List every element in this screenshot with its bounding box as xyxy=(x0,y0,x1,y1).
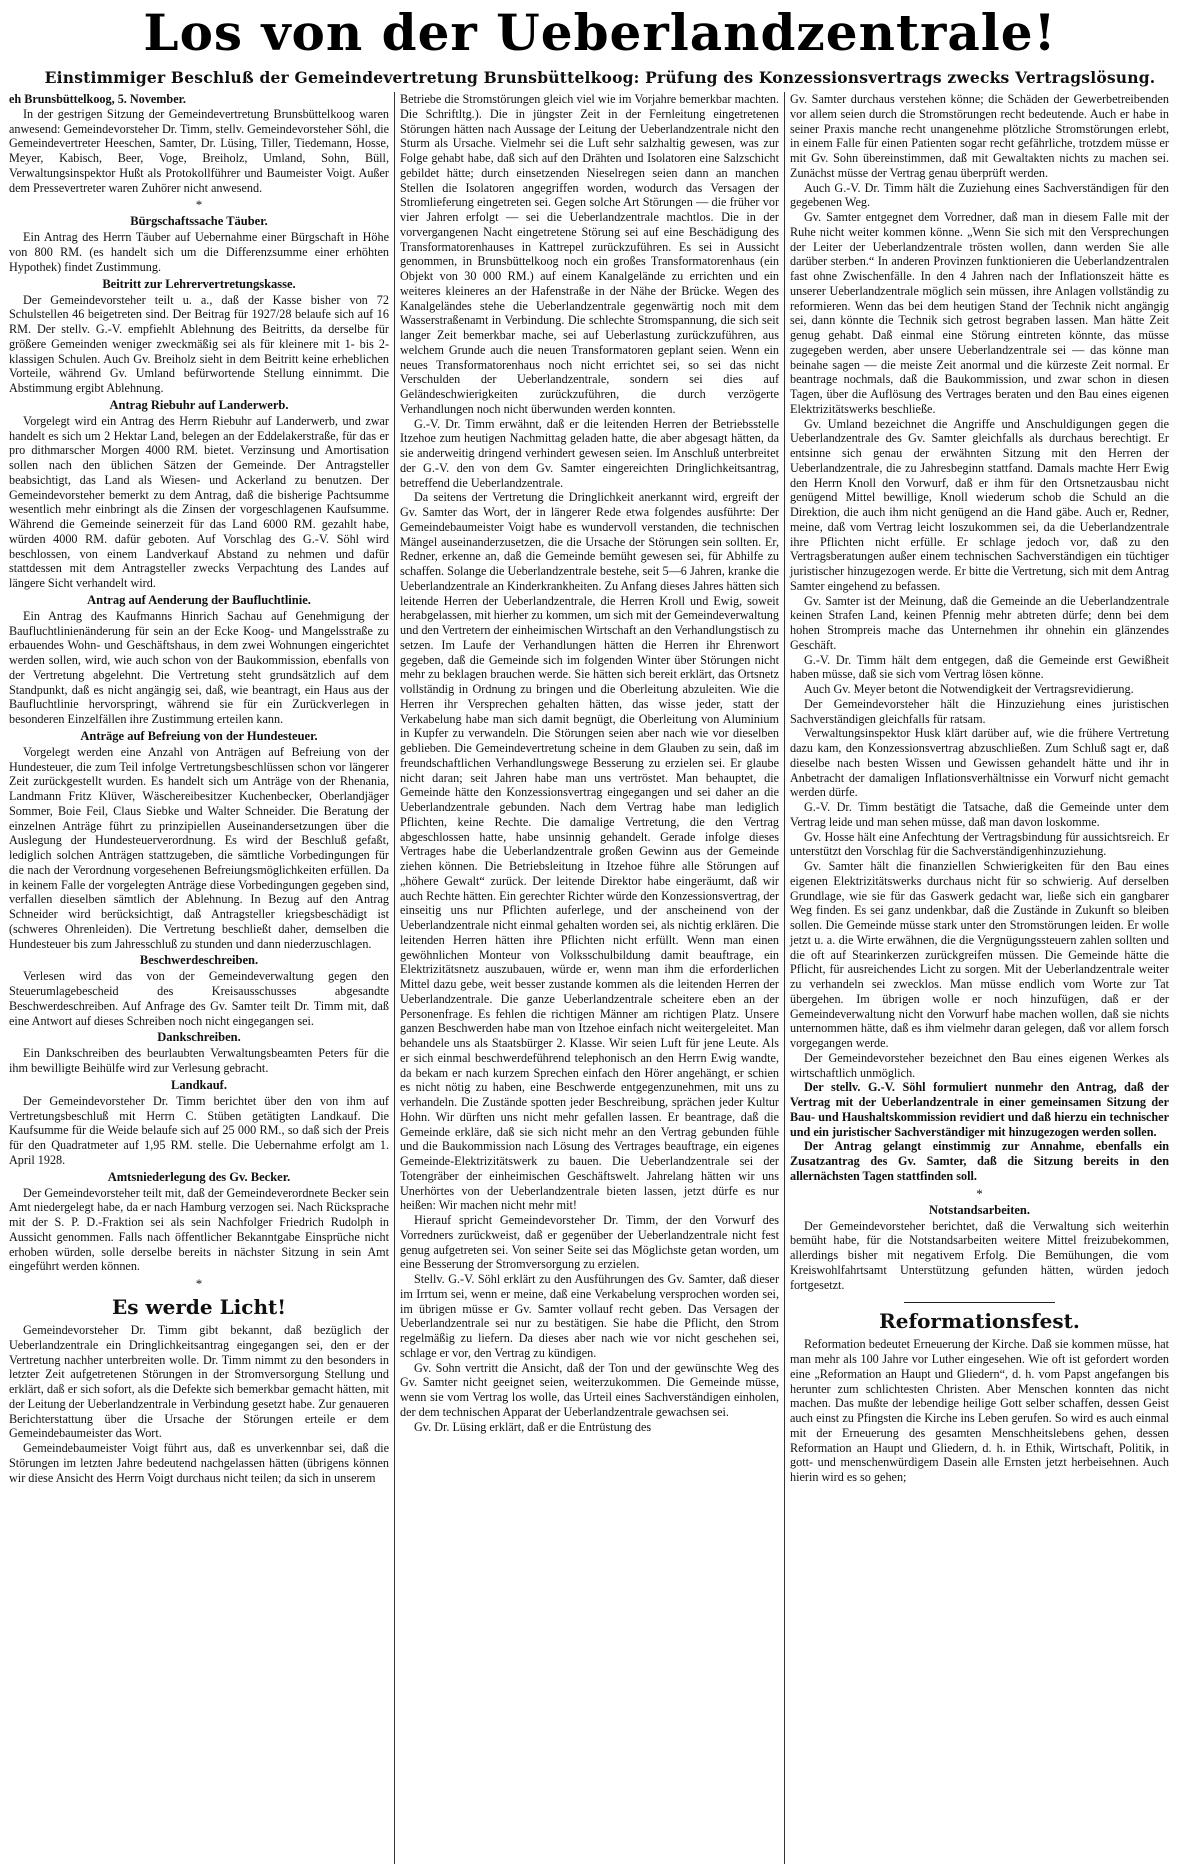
paragraph: Betriebe die Stromstörungen gleich viel wie im Vorjahre bemerkbar machten. Die Schriftltg.). Die in jüngster Zeit in der Fernleitung eingetretenen Störungen hätten nach Aussage der Leitung der Ueberlandzentrale nicht den Sturm als Ursache. Vielmehr sei die Luft sehr salzhaltig gewesen, was zur Folge gehabt habe, daß sich auf den Drähten und Isolatoren eine Salzschicht gebildet hätte; durch einsetzenden Nieselregen seien dann an manchen Stellen die Isolatoren angegriffen worden, wodurch das Versagen der Stromlieferung eingetreten sei. Gegen solche Art Störungen — die früher vor vier Jahren erfolgt — sei die Ueberlandzentrale machtlos. Die in der vorvergangenen Nacht eingetretene Störung sei auf eine Beschädigung des Transformatorenhauses in Kattrepel zurückzuführen. Es sei in Aussicht genommen, in Brunsbüttelkoog noch ein großes Transformatorenhaus (ein Objekt von 30 000 RM.) auf einem Kanalgelände zu errichten und ein weiteres kleineres an der Hafenstraße in der Nähe der Brücke. Wegen des Kanalgeländes stehe die Ueberlandzentrale gegenwärtig noch mit dem Wasserstraßenamt in Verbindung. Die schlechte Stromspannung, die sich seit langer Zeit bemerkbar mache, sei auf Ueberlastung zurückzuführen, aus welchem Grunde auch die neuen Transformatoren geplant seien. Wenn ein neues Transformatorenhaus noch nicht errichtet sei, so sei das nicht Verschulden der Ueberlandzentrale, sondern sei dies auf Geländeschwierigkeiten zurückzuführen, die durch verzögerte Verhandlungen noch nicht überwunden werden konnten. xyxy=(400,92,779,416)
paragraph: Gv. Samter durchaus verstehen könne; die Schäden der Gewerbetreibenden vor allem seien durch die Stromstörungen recht bedeutende. Auch er habe in seiner Praxis manche recht unangenehme plötzliche Stromstörungen erlebt, in einem Falle für einen Patienten sogar recht gefährliche, trotzdem müsse er mit Gv. Sohn übereinstimmen, daß mit Gewaltakten nichts zu machen sei. Zunächst müsse der Vertrag genau überprüft werden. xyxy=(790,92,1169,180)
section-heading: Antrag auf Aenderung der Baufluchtlinie. xyxy=(87,592,311,607)
paragraph: Vorgelegt werden eine Anzahl von Anträgen auf Befreiung von der Hundesteuer, die zum Teil infolge Vertretungsbeschlüssen schon vor längerer Zeit zurückgestellt wurden. Es handelt sich um Anträge von der Rhenania, Landmann Fritz Klüver, Wäschereibesitzer Kuchenbecker, Oberlandjäger Sommer, Boie Feil, Claus Siebke und Walter Schneider. Die Beratung der einzelnen Anträge führt zu prinzipiellen Auseinandersetzungen über die Auslegung der Hundesteuerverordnung. Es wird der Beschluß gefaßt, lediglich solchen Anträgen stattzugeben, die sämtliche Vorbedingungen für die nach der Verordnung vorgesehenen Befreiungsmöglichkeiten erfüllen. Da in keinem Falle der vorgelegten Anträge diese Vorbedingungen gegeben sind, verfallen dieselben sämtlich der Ablehnung. In Bezug auf den Antrag Schneider wird berücksichtigt, daß Antragsteller kriegsbeschädigt ist (schweres Ohrenleiden). Die Vertretung beschließt daher, demselben die Hundesteuer bis zum Jahresschluß zu stunden und dann niederzuschlagen. xyxy=(9,744,389,951)
column-2 xyxy=(394,92,784,1864)
paragraph: Der Gemeindevorsteher berichtet, daß die Verwaltung sich weiterhin bemüht habe, für die Notstandsarbeiten weitere Mittel freizubekommen, allerdings bisher mit negativem Erfolg. Die Bemühungen, die vom Kreiswohlfahrtsamt Unterstützung gefunden hätten, würden jedoch fortgesetzt. xyxy=(790,1218,1169,1292)
paragraph: Gv. Dr. Lüsing erklärt, daß er die Entrüstung des xyxy=(414,1419,652,1434)
section-heading: Bürgschaftssache Täuber. xyxy=(130,214,268,229)
headline: Los von der Ueberlandzentrale! xyxy=(143,3,1057,62)
section-separator: * xyxy=(195,1276,203,1291)
section-heading: Beitritt zur Lehrervertretungskasse. xyxy=(102,276,296,291)
paragraph: G.-V. Dr. Timm erwähnt, daß er die leitenden Herren der Betriebsstelle Itzehoe zum heutigen Nachmittag geladen hatte, die aber abgesagt hätten, da sie anderweitig dringend verhindert gewesen seien. Im Anschluß unterbreitet der G.-V. den von dem Gv. Samter eingereichten Dringlichkeitsantrag, betreffend die Ueberlandzentrale. xyxy=(400,416,779,490)
paragraph: In der gestrigen Sitzung der Gemeindevertretung Brunsbüttelkoog waren anwesend: Gemeindevorsteher Dr. Timm, stellv. Gemeindevorsteher Söhl, die Gemeindevertreter Heeschen, Samter, Dr. Lüsing, Tiller, Tiedemann, Hosse, Meyer, Kabisch, Beer, Voge, Breiholz, Umland, Sohn, Büll, Verwaltungsinspektor Hußt als Protokollführer und Baumeister Voigt. Außer dem Pressevertreter waren Zuhörer nicht anwesend. xyxy=(9,106,389,195)
column-3 xyxy=(784,92,1174,1864)
section-heading: Beschwerdeschreiben. xyxy=(139,953,259,968)
section-heading: Antrag Riebuhr auf Landerwerb. xyxy=(109,397,289,412)
paragraph: Gv. Samter hält die finanziellen Schwierigkeiten für den Bau eines eigenen Elektrizitätswerks durchaus nicht für so schwierig. Auf derselben Grundlage, wie sie für das Gaswerk gedacht war, ließe sich ein gangbarer Weg finden. Es sei ganz undenkbar, daß die Zustände in Zukunft so bleiben sollen. Die Gemeinde müsse stark unter den Stromstörungen leiden. Er wolle jetzt u. a. die Wirte erwähnen, die die Vergnügungssteuern zahlen sollten und die oft auf Stearinkerzen zurückgreifen müssen. Die Gemeinde hätte die Pflicht, für ausreichendes Licht zu sorgen. Mit der Ueberlandzentrale weiter zu verhandeln sei zwecklos. Man müsse endlich vom Worte zur Tat übergehen. Im übrigen wolle er noch hinzufügen, daß er der Gemeindeverwaltung nicht den Vorwurf habe machen wollen, daß sie nichts unternommen hätte, daß es ihm vielmehr daran gelegen, daß vor allem forsch vorgegangen werde. xyxy=(790,859,1169,1050)
section-separator: * xyxy=(195,197,203,213)
paragraph: Gemeindevorsteher Dr. Timm gibt bekannt, daß bezüglich der Ueberlandzentrale ein Dringlichkeitsantrag eingegangen sei, den er der Vertretung nachher unterbreiten wolle. Dr. Timm nimmt zu den besonders in letzter Zeit aufgetretenen Störungen in der Stromversorgung Stellung und erklärt, daß er sich sofort, als die Defekte sich bemerkbar gemacht hätten, mit der Leitung der Ueberlandzentrale in Verbindung gesetzt habe. Zur genaueren Berichterstattung über die Ursache der Störungen erteile er dem Gemeindebaumeister das Wort. xyxy=(9,1323,389,1441)
article-columns xyxy=(4,92,1196,1864)
paragraph: Gv. Samter ist der Meinung, daß die Gemeinde an die Ueberlandzentrale keinen Strafen Land, keinen Pfennig mehr abtreten dürfe; denn bei dem hohen Strompreis mache das Unternehmen ihr ohnehin ein glänzendes Geschäft. xyxy=(790,593,1169,652)
section-heading: Anträge auf Befreiung von der Hundesteuer. xyxy=(80,728,318,743)
section-heading: Amtsniederlegung des Gv. Becker. xyxy=(107,1169,291,1184)
paragraph: Da seitens der Vertretung die Dringlichkeit anerkannt wird, ergreift der Gv. Samter das Wort, der in längerer Rede etwa folgendes ausführte: Der Gemeindebaumeister Voigt habe es wundervoll verstanden, die technischen Mängel auseinanderzusetzen, die die Ursache der Störungen sein sollten. Er, Redner, erkenne an, daß die Gemeinde bemüht gewesen sei, für Abhilfe zu schaffen. Solange die Ueberlandzentrale bestehe, seit 5—6 Jahren, kranke die Ueberlandzentrale an Kinderkrankheiten. Zu Anfang dieses Jahres hätten sich leitende Herren der Ueberlandzentrale, die Herren Kroll und Ewig, soweit herabgelassen, mit hierher zu kommen, um sich mit der Gemeindeverwaltung und den Vertretern der einheimischen Wirtschaft an den Verhandlungstisch zu setzen. Im Laufe der Verhandlungen hätten die Herren ihr Ehrenwort gegeben, daß die Gemeinde sich im folgenden Winter über Störungen nicht mehr zu beklagen brauchen werde. Sie hätten sich bereit erklärt, das Ortsnetz vollständig in Ordnung zu bringen und die Oberleitung abzuleiten. Wie die Herren ihr Versprechen gehalten hätten, das wisse jeder, statt der Verkabelung habe man sich damit begnügt, die Oberleitung von Aluminium in Kupfer zu verwandeln. Die Störungen seien aber nach wie vor dieselben geblieben. Die Gemeindevertretung scheine in dem Glauben zu sein, daß im freundschaftlichen Verhandlungswege Besserung zu erzielen sei. Er glaube nicht daran; seit Jahren habe man uns vertröstet. Man behauptet, die Gemeinde hätte den Konzessionsvertrag eingegangen und sei daher an die Ueberlandzentrale gebunden. Nach dem Vertrag habe man lediglich Pflichten, keine Rechte. Die damalige Vertretung, die den Vertrag abgeschlossen hatte, habe unsinnig gehandelt. Gerade infolge dieses Vertrages habe die Ueberlandzentrale großen Gewinn aus der Gemeinde ziehen können. Die Betriebsleitung in Itzehoe führe alle Störungen auf „höhere Gewalt“ zurück. Der leitende Direktor habe eingeräumt, daß wir auch Rechte hätten. Ein gerechter Richter würde den Konzessionsvertrag, der einseitig uns nur Pflichten auferlege, und der anscheinend von der Ueberlandzentrale nicht einmal gehalten worden sei, als nichtig erklären. Die leitenden Herren hätten ihre Pflichten nicht erfüllt. Wenn man einen gewöhnlichen Monteur von Volksschulbildung damit beauftrage, ein Elektrizitätsnetz auszubauen, würde er, wenn man ihm die erforderlichen Mittel dazu gebe, weit besser zustande kommen als die leitenden Herren der Ueberlandzentrale. Die ganze Ueberlandzentrale scheitere eben an der Personenfrage. Es fehlen die richtigen Männer am richtigen Platz. Unsere ganzen Beschwerden habe man von Itzehoe einfach nicht weitergeleitet. Man behandele uns als Staatsbürger 2. Klasse. Wir seien Luft für jene Leute. Als er sich einmal beschwerdeführend telephonisch an den Herrn Ewig wandte, da bekam er nach kurzem Sprechen einfach den Hörer angehängt, er schien es nicht nötig zu haben, eine Beschwerde entgegenzunehmen, mit uns zu verhandeln. Die Zustände spotten jeder Beschreibung, sprächen jeder Kultur Hohn. Wir dürften uns nicht mehr gefallen lassen. Er beantrage, daß die Gemeinde erkläre, daß sie sich nicht mehr an den Vertrag gebunden fühle und die Baukommission nach Lösung des Vertrages beauftrage, ein eigenes Gemeinde-Elektrizitätswerk zu bauen. Die Ueberlandzentrale sei der Totengräber der einheimischen Geschäftswelt. Jahrelang hätten wir uns Unerhörtes von der Ueberlandzentrale bieten lassen, jetzt dürfe es nur heißen: Wir machen nicht mehr mit! xyxy=(400,490,779,1213)
paragraph: Ein Antrag des Kaufmanns Hinrich Sachau auf Genehmigung der Baufluchtlinienänderung für sein an der Ecke Koog- und Mangelsstraße zu erbauendes Wohn- und Geschäftshaus, in dem zwei Wohnungen eingerichtet werden sollen, wird, wie auch schon von der Baukommission, ebenfalls von der Vertretung abgelehnt. Die Vertretung steht grundsätzlich auf dem Standpunkt, daß es nicht angängig sei, daß, wie beantragt, ein Haus aus der Baufluchtlinie hervorspringt, während sie für ein Zurückverlegen in besonderen Einzelfällen ihre Zustimmung erteilen kann. xyxy=(9,608,389,726)
paragraph: Verlesen wird das von der Gemeindeverwaltung gegen den Steuerumlagebescheid des Kreisausschusses abgesandte Beschwerdeschreiben. Auf Anfrage des Gv. Samter teilt Dr. Timm mit, daß eine Antwort auf dieses Schreiben noch nicht eingegangen sei. xyxy=(9,969,389,1028)
paragraph: Auch G.-V. Dr. Timm hält die Zuziehung eines Sachverständigen für den gegebenen Weg. xyxy=(790,180,1169,210)
paragraph: Vorgelegt wird ein Antrag des Herrn Riebuhr auf Landerwerb, und zwar handelt es sich um 2 Hektar Land, belegen an der Eddelakerstraße, für das er pro dithmarscher Morgen 4000 RM. bietet. Verzinsung und Amortisation sollen nach den üblichen Sätzen der Gemeinde. Der Antragsteller beabsichtigt, das Land als Wiesen- und Ackerland zu benutzen. Der Gemeindevorsteher bemerkt zu dem Antrag, daß die bisherige Pachtsumme wesentlich mehr einbringt als die Zinsen der vorgeschlagenen Kaufsumme. Während die Gemeinde seinerzeit für das Land 6000 RM. gezahlt habe, würden 4000 RM. dafür geboten. Auf Vorschlag des G.-V. Söhl wird beschlossen, von einem Landverkauf Abstand zu nehmen und dafür stattdessen mit dem Antragsteller zwecks Verpachtung des Landes auf längere Sicht verhandelt wird. xyxy=(9,413,389,590)
paragraph: Reformation bedeutet Erneuerung der Kirche. Daß sie kommen müsse, hat man mehr als 100 Jahre vor Luther eingesehen. Wie oft ist gefordert worden eine „Reformation an Haupt und Gliedern“, d. h. vom Papst angefangen bis herunter zum schlichtesten Christen. Aber Menschen konnten das nicht machen. Das mußte der lebendige heilige Gott selber schaffen, dessen Geist auch einst zu Pfingsten die Kirche ins Leben gerufen. So wird es auch einmal mit der Erneuerung des gesamten Menschheitslebens gehen, dessen Reformation an Haupt und Gliedern, d. h. in Ethik, Wirtschaft, Politik, in gott- und menschenwürdigem Dasein alle Ernsten jetzt herbeisehnen. Auch hierin wird es so gehen; xyxy=(790,1337,1169,1484)
article-heading: Es werde Licht! xyxy=(111,1295,286,1319)
resolution-paragraph: Der Antrag gelangt einstimmig zur Annahme, ebenfalls ein Zusatzantrag des Gv. Samter, daß die Sitzung bereits in den allernächsten Tagen stattfinden soll. xyxy=(790,1139,1169,1183)
paragraph: Der Gemeindevorsteher teilt mit, daß der Gemeindeverordnete Becker sein Amt niedergelegt habe, da er nach Hamburg verzogen sei. Nach Rücksprache mit der S. P. D.-Fraktion sei als sein Nachfolger Friedrich Rudolph in Aussicht genommen. Falls nach öffentlicher Bekanntgabe Einsprüche nicht erhoben würden, solle derselbe bereits in nächster Sitzung in sein Amt eingeführt werden können. xyxy=(9,1185,389,1274)
paragraph: G.-V. Dr. Timm hält dem entgegen, daß die Gemeinde erst Gewißheit haben müsse, daß sie sich vom Vertrag lösen könne. xyxy=(790,652,1169,682)
section-heading: Notstandsarbeiten. xyxy=(928,1202,1031,1217)
article-heading: Reformationsfest. xyxy=(879,1309,1080,1334)
column-1 xyxy=(4,92,394,1864)
paragraph: G.-V. Dr. Timm bestätigt die Tatsache, daß die Gemeinde unter dem Vertrag leide und man sehen müsse, daß man davon loskomme. xyxy=(790,800,1169,829)
paragraph: Ein Dankschreiben des beurlaubten Verwaltungsbeamten Peters für die ihm bewilligte Beihülfe wird zur Verlesung gebracht. xyxy=(9,1046,389,1075)
section-heading: Landkauf. xyxy=(171,1077,227,1092)
paragraph: Auch Gv. Meyer betont die Notwendigkeit der Vertragsrevidierung. xyxy=(804,682,1134,696)
paragraph: Der Gemeindevorsteher teilt u. a., daß der Kasse bisher von 72 Schulstellen 46 beigetreten sind. Der Beitrag für 1927/28 belaufe sich auf 16 RM. Der stellv. G.-V. empfiehlt Ablehnung des Beitritts, da derselbe für größere Gemeinden weniger zweckmäßig sei als für kleinere mit 1- bis 2-klassigen Schulen. Auch Gv. Breiholz sieht in dem Beitritt keine erheblichen Vorteile, während Gv. Umland befürwortende Stellung einnimmt. Die Abstimmung ergibt Ablehnung. xyxy=(9,292,389,395)
paragraph: Der Gemeindevorsteher bezeichnet den Bau eines eigenen Werkes als wirtschaftlich unmöglich. xyxy=(790,1050,1169,1080)
resolution-paragraph: Der stellv. G.-V. Söhl formuliert nunmehr den Antrag, daß der Vertrag mit der Ueberlandzentrale in einer gemeinsamen Sitzung der Bau- und Haushaltskommission revidiert und daß hierzu ein technischer und ein juristischer Sachverständiger mit hinzugezogen werden sollen. xyxy=(790,1080,1169,1139)
paragraph: Verwaltungsinspektor Husk klärt darüber auf, wie die frühere Vertretung dazu kam, den Konzessionsvertrag abzuschließen. Zum Schluß sagt er, daß dieselbe nach besten Wissen und Gewissen gehandelt hätte und ihr in Anbetracht der damaligen Inflationsverhältnisse ein Vorwurf nicht gemacht werden dürfe. xyxy=(790,726,1169,800)
paragraph: Stellv. G.-V. Söhl erklärt zu den Ausführungen des Gv. Samter, daß dieser im Irrtum sei, wenn er meine, daß eine Verkabelung versprochen worden sei, im übrigen müsse er Gv. Samter vollauf recht geben. Das Versagen der Ueberlandzentrale sei nur zu bestätigen. Sie habe die Pflicht, den Strom regelmäßig zu liefern. Da dieses aber nach wie vor nicht geschehen sei, schlage er vor, den Vertrag zu kündigen. xyxy=(400,1272,779,1360)
paragraph: Der Gemeindevorsteher Dr. Timm berichtet über den von ihm auf Vertretungsbeschluß mit Herrn C. Stüben getätigten Landkauf. Die Kaufsumme für die Weide belaufe sich auf 25 000 RM., so daß sich der Preis für den Quadratmeter auf 1,95 RM. stelle. Die Uebernahme erfolgt am 1. April 1928. xyxy=(9,1093,389,1167)
paragraph: Gv. Sohn vertritt die Ansicht, daß der Ton und der gewünschte Weg des Gv. Samter nicht geeignet seien, weiterzukommen. Die Gemeinde müsse, wenn sie vom Vertrag los wolle, das Urteil eines Sachverständigen einholen, der dem technischen Apparat der Ueberlandzentrale gewachsen sei. xyxy=(400,1360,779,1419)
paragraph: Hierauf spricht Gemeindevorsteher Dr. Timm, der den Vorwurf des Vorredners zurückweist, daß er gegenüber der Ueberlandzentrale nicht fest genug aufgetreten sei. Von seiner Seite sei das Möglichste getan worden, um eine Besserung der Stromversorgung zu erzielen. xyxy=(400,1213,779,1272)
subheadline: Einstimmiger Beschluß der Gemeindevertretung Brunsbüttelkoog: Prüfung des Konzessionsvertrags zwecks Vertragslösung. xyxy=(44,68,1156,87)
paragraph: Gv. Umland bezeichnet die Angriffe und Anschuldigungen gegen die Ueberlandzentrale des Gv. Samter gleichfalls als durchaus berechtigt. Er entsinne sich genau der erwähnten Sitzung mit den Herren der Ueberlandzentrale, die zu Jahresbeginn stattfand. Damals machte Herr Ewig den Herrn Knoll den Vorwurf, daß er ihm für den Ortsnetzausbau nicht genügend Mittel bewillige, Knoll wiederum schob die Schuld an die Direktion, die auch ihm nicht genügend an die Hand gäbe. Auch er, Redner, meine, daß vom Vertrag leicht loszukommen sei, da die Ueberlandzentrale ihre Pflichten nicht erfülle. Er schlage jedoch vor, daß zu den Vertragsberatungen außer einem technischen Sachverständigen ein tüchtiger juristischer hinzugezogen werde. Er bitte die Vertretung, sich mit dem Antrag Samter eingehend zu befassen. xyxy=(790,416,1169,593)
section-heading: Dankschreiben. xyxy=(157,1030,241,1045)
paragraph: Gv. Hosse hält eine Anfechtung der Vertragsbindung für aussichtsreich. Er unterstützt den Vorschlag für die Sachverständigenhinzuziehung. xyxy=(790,829,1169,859)
paragraph: Gv. Samter entgegnet dem Vorredner, daß man in diesem Falle mit der Ruhe nicht weiter kommen könne. „Wenn Sie sich mit den Versprechungen der Leiter der Ueberlandzentrale trösten wollen, dann werden Sie alle darüber sterben.“ In anderen Provinzen funktionieren die Ueberlandzentralen fast ohne Zwischenfälle. In den 4 Jahren nach der Inflationszeit hätte es unserer Ueberlandzentrale möglich sein müssen, ihre Anlagen vollständig zu reformieren. Wenn das bei dem heutigen Stand der Technik nicht angängig sei, dann könnte die Technik sich getrost begraben lassen. Man hätte Zeit genug gehabt. Daß einmal eine Störung eintreten könnte, das müsse zugegeben werden, aber unsere Ueberlandzentrale sei — das könne man beinahe sagen — die meiste Zeit anormal und die kürzeste Zeit normal. Er beantrage nochmals, daß die Baukommission, und zwar schon in diesen Tagen, über die Auflösung des Vertrages beraten und den Bau eines eigenen Elektrizitätswerks beschließe. xyxy=(790,210,1169,416)
paragraph: Der Gemeindevorsteher hält die Hinzuziehung eines juristischen Sachverständigen gleichfalls für ratsam. xyxy=(790,696,1169,726)
paragraph: Ein Antrag des Herrn Täuber auf Uebernahme einer Bürgschaft in Höhe von 800 RM. (es handelt sich um die Differenzsumme einer erhöhten Hypothek) findet Zustimmung. xyxy=(9,230,389,274)
dateline: eh Brunsbüttelkoog, 5. November. xyxy=(9,92,186,106)
article-divider xyxy=(904,1302,1056,1303)
paragraph: Gemeindebaumeister Voigt führt aus, daß es unverkennbar sei, daß die Störungen im letzten Jahre bedeutend nachgelassen hätten (übrigens können wir diese Ansicht des Herrn Voigt durchaus nicht teilen; da sich in unserem xyxy=(9,1441,389,1485)
section-separator: * xyxy=(976,1185,983,1201)
